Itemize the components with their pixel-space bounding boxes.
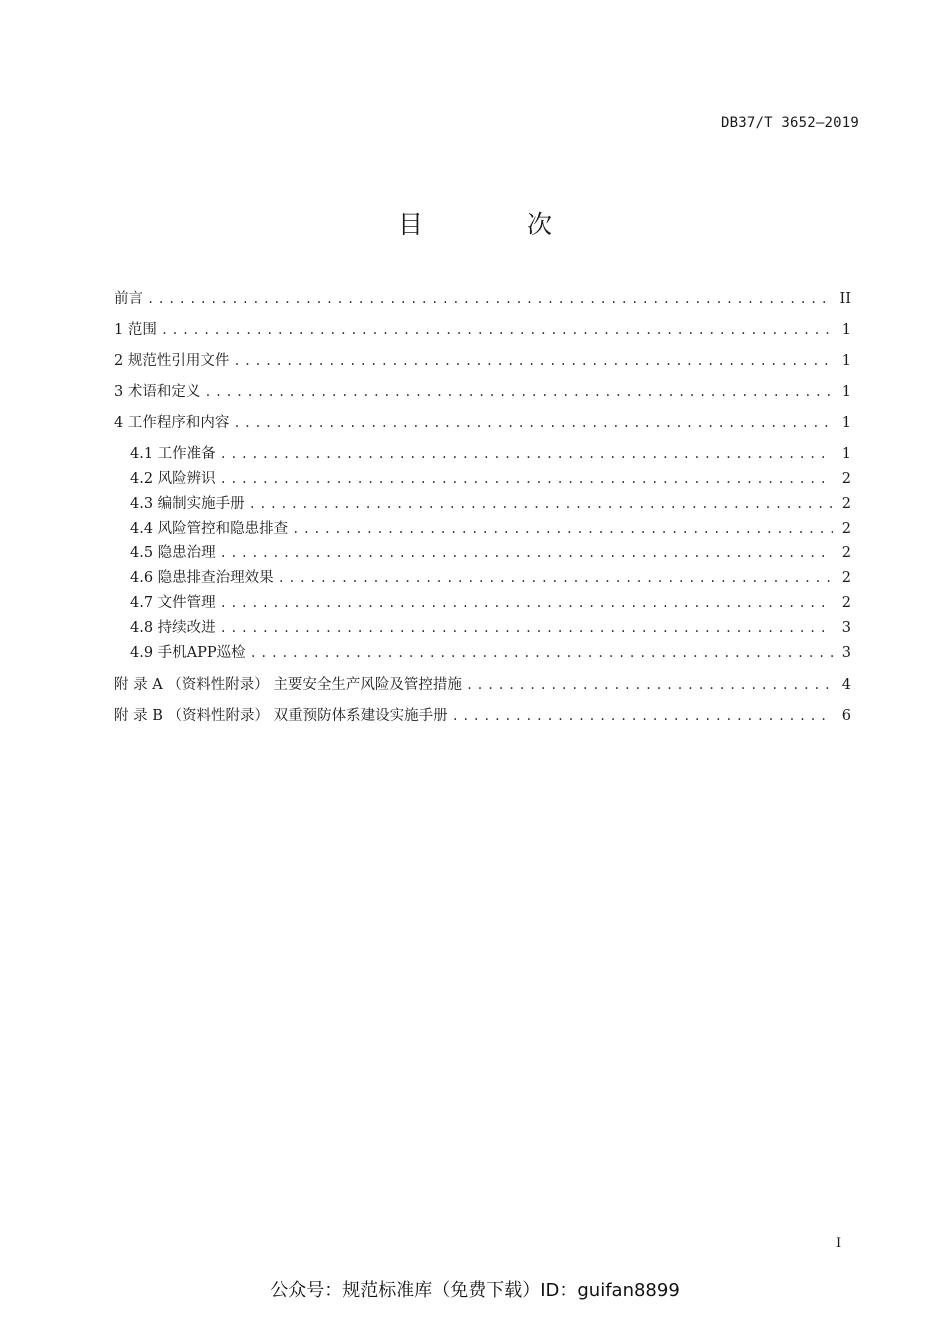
toc-leader-dots [220, 546, 833, 566]
page-title: 目 次 [398, 210, 600, 239]
toc-entry-page: II [839, 291, 851, 307]
toc-entry-label: 前言 [114, 291, 143, 307]
toc-entry-page: 6 [841, 708, 851, 724]
toc-entry-page: 1 [841, 415, 851, 431]
toc-leader-dots [292, 522, 833, 542]
toc-entry-appendix-b[interactable] [114, 704, 851, 726]
toc-entry-label: 4.7 文件管理 [130, 595, 216, 611]
toc-entry-4-8[interactable] [130, 616, 851, 638]
toc-entry-page: 3 [841, 645, 851, 661]
toc-entry-label: 附 录 B （资料性附录） 双重预防体系建设实施手册 [114, 708, 448, 724]
toc-leader-dots [220, 472, 833, 492]
toc-entry-label: 4 工作程序和内容 [114, 415, 230, 431]
toc-leader-dots [452, 709, 833, 729]
toc-entry-label: 2 规范性引用文件 [114, 353, 230, 369]
toc-leader-dots [466, 678, 833, 698]
toc-leader-dots [233, 416, 833, 436]
toc-leader-dots [220, 447, 833, 467]
toc-leader-dots [249, 497, 833, 517]
toc-entry-4-7[interactable] [130, 591, 851, 613]
toc-leader-dots [233, 354, 833, 374]
toc-entry-foreword[interactable] [114, 287, 851, 309]
toc-entry-label: 1 范围 [114, 322, 157, 338]
toc-leader-dots [147, 292, 832, 312]
toc-entry-4-5[interactable] [130, 541, 851, 563]
toc-entry-4-9[interactable] [130, 641, 851, 663]
toc-entry-label: 4.1 工作准备 [130, 446, 216, 462]
toc-entry-label: 4.5 隐患治理 [130, 545, 216, 561]
toc-entry-label: 4.2 风险辨识 [130, 471, 216, 487]
toc-entry-appendix-a[interactable] [114, 673, 851, 695]
toc-entry-label: 4.3 编制实施手册 [130, 496, 245, 512]
toc-entry-page: 4 [841, 677, 851, 693]
toc-entry-label: 4.6 隐患排查治理效果 [130, 570, 274, 586]
toc-entry-4-3[interactable] [130, 492, 851, 514]
toc-leader-dots [220, 596, 833, 616]
toc-entry-page: 2 [841, 471, 851, 487]
toc-entry-label: 4.9 手机APP巡检 [130, 645, 246, 661]
toc-entry-page: 2 [841, 595, 851, 611]
toc-entry-page: 2 [841, 570, 851, 586]
toc-leader-dots [161, 323, 833, 343]
toc-entry-label: 4.4 风险管控和隐患排查 [130, 521, 289, 537]
toc-entry-page: 1 [841, 384, 851, 400]
watermark-text: 公众号：规范标准库（免费下载）ID：guifan8899 [270, 1280, 680, 1301]
toc-leader-dots [220, 621, 833, 641]
toc-entry-scope[interactable] [114, 318, 851, 340]
toc-entry-4-1[interactable] [130, 442, 851, 464]
toc-entry-label: 附 录 A （资料性附录） 主要安全生产风险及管控措施 [114, 677, 462, 693]
toc-entry-terms[interactable] [114, 380, 851, 402]
toc-entry-page: 3 [841, 620, 851, 636]
toc-entry-4-4[interactable] [130, 517, 851, 539]
toc-entry-page: 1 [841, 446, 851, 462]
toc-entry-normative-references[interactable] [114, 349, 851, 371]
document-code: DB37/T 3652—2019 [720, 115, 859, 131]
toc-entry-page: 1 [841, 322, 851, 338]
toc-entry-page: 2 [841, 545, 851, 561]
toc-entry-4-6[interactable] [130, 566, 851, 588]
toc-leader-dots [278, 571, 833, 591]
toc-entry-label: 4.8 持续改进 [130, 620, 216, 636]
toc-entry-page: 1 [841, 353, 851, 369]
toc-entry-label: 3 术语和定义 [114, 384, 201, 400]
toc-entry-page: 2 [841, 521, 851, 537]
toc-leader-dots [204, 385, 833, 405]
toc-entry-procedures[interactable] [114, 411, 851, 433]
page-number: I [836, 1236, 842, 1251]
toc-entry-page: 2 [841, 496, 851, 512]
toc-leader-dots [250, 646, 833, 666]
toc-entry-4-2[interactable] [130, 467, 851, 489]
